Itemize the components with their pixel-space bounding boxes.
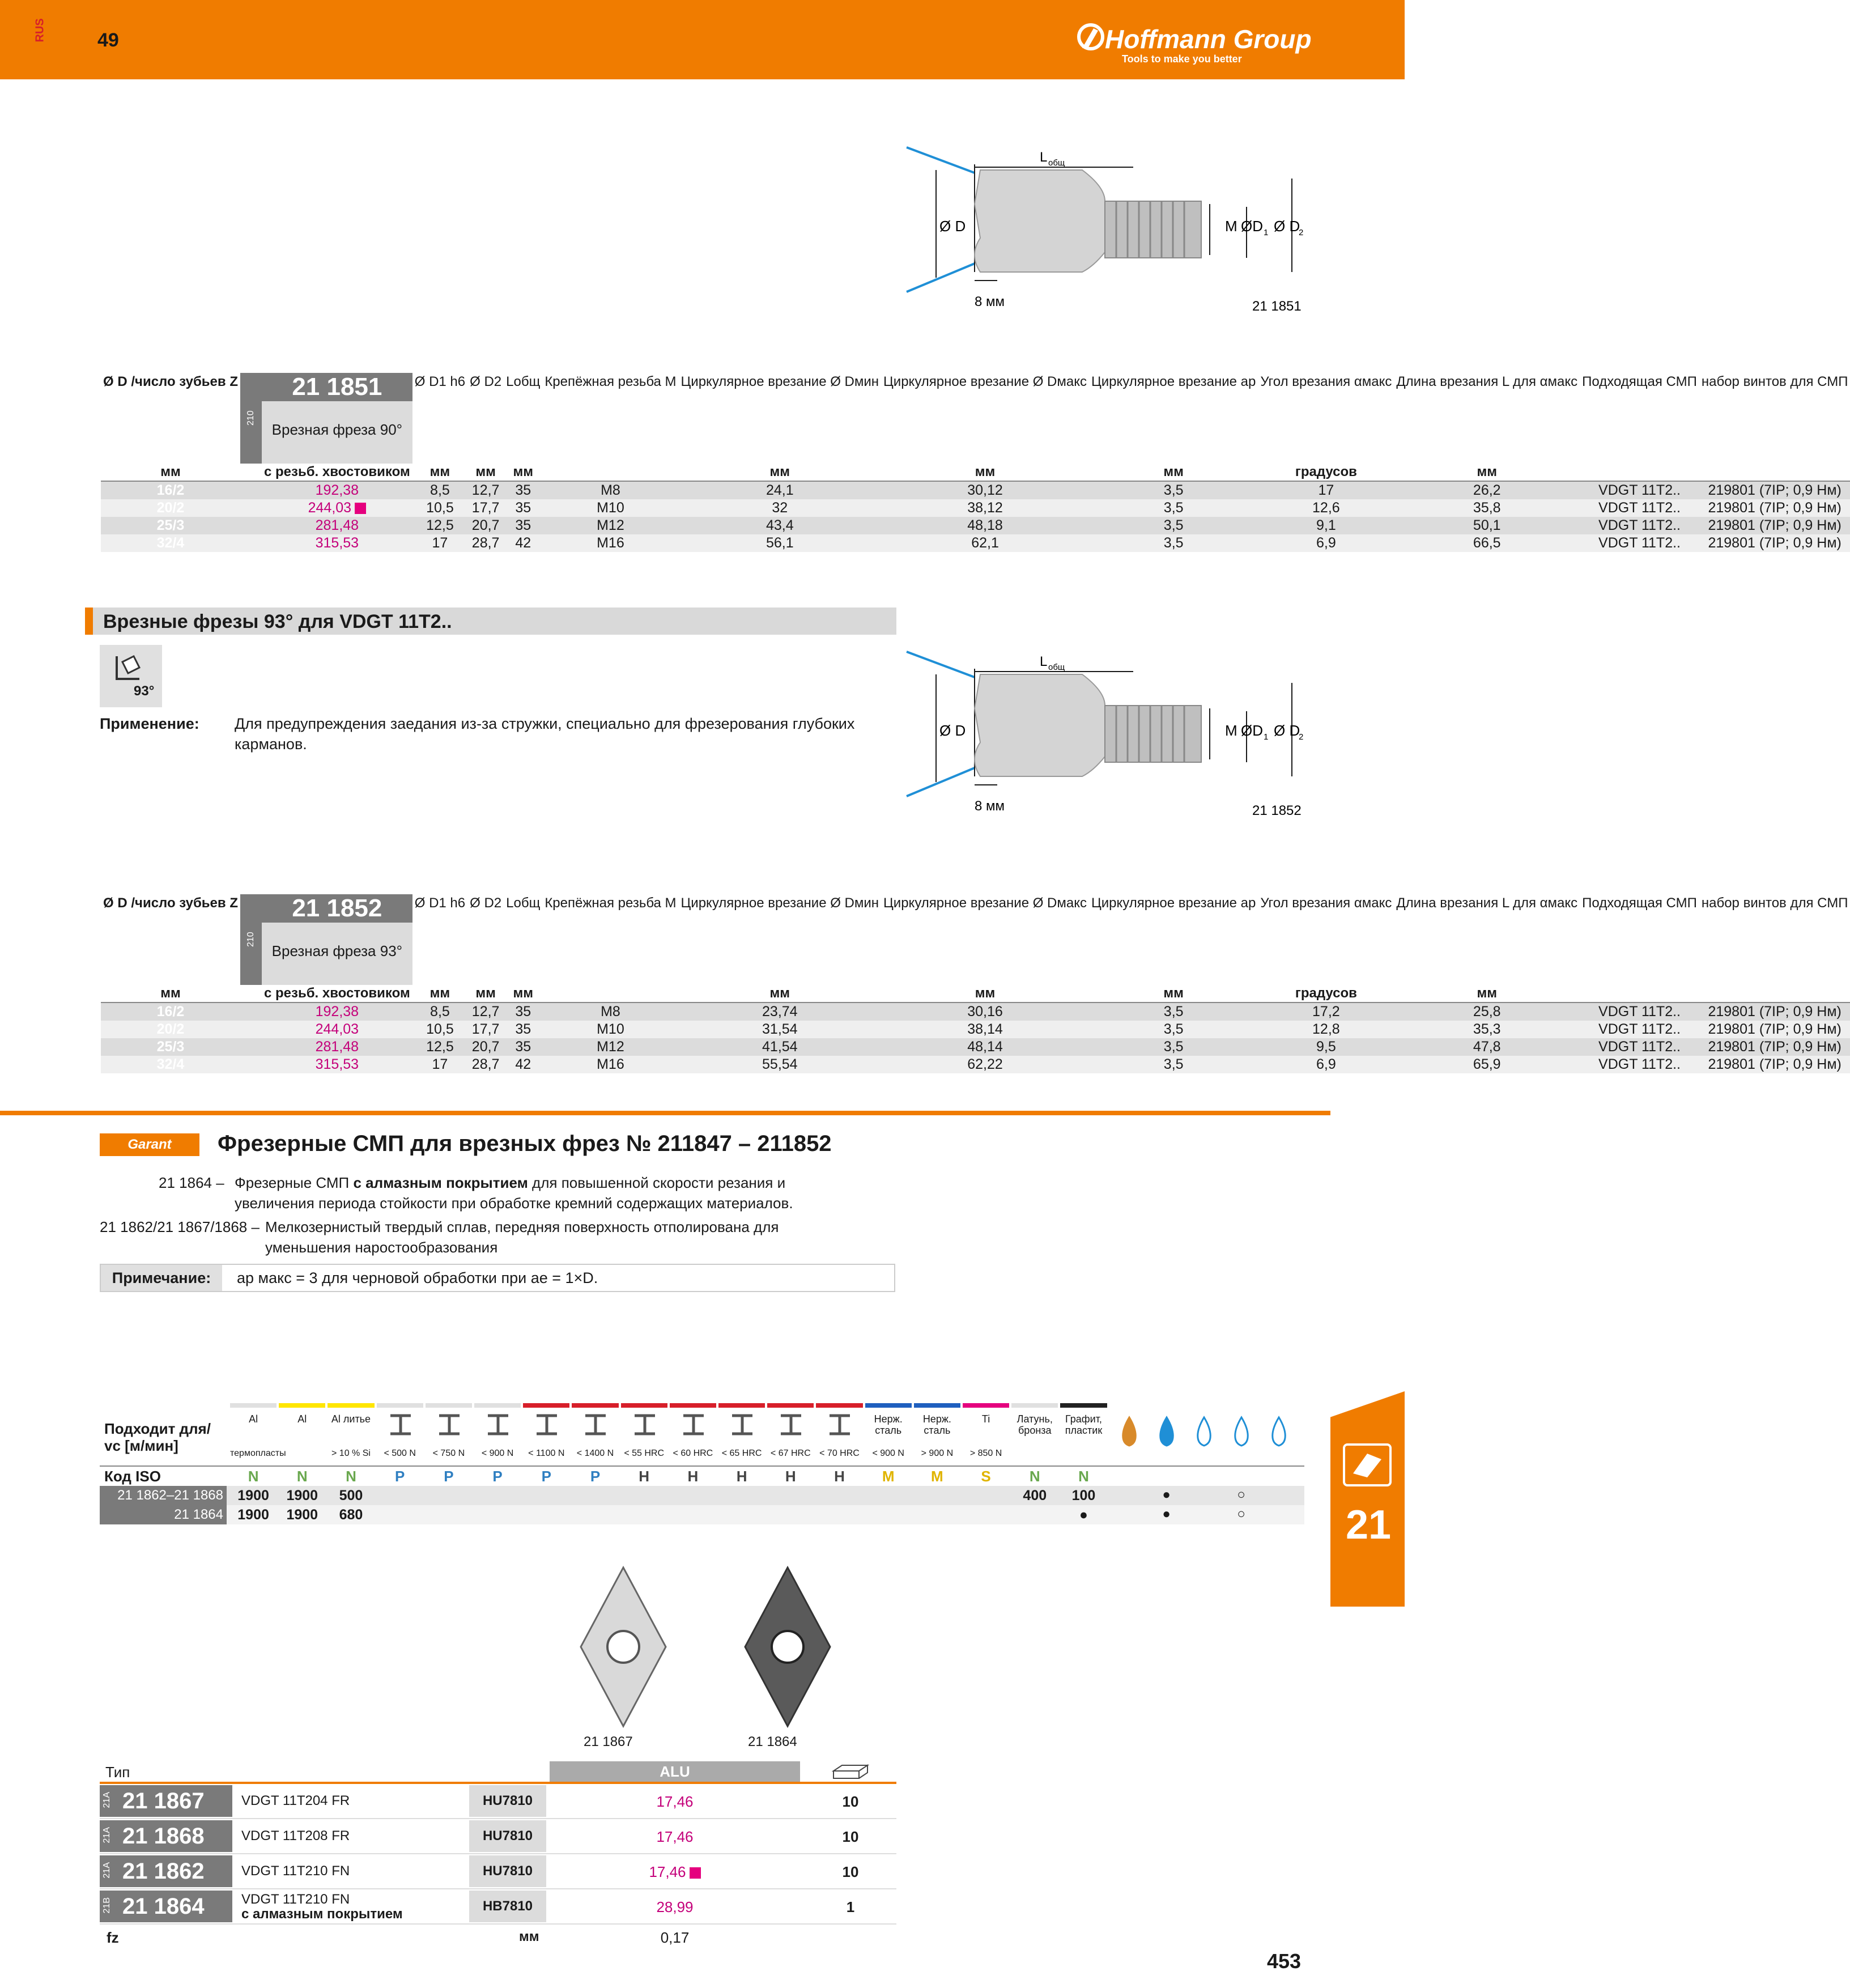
pack-qty: 10 bbox=[842, 1863, 859, 1880]
cell-angle: 6,9 bbox=[1258, 534, 1394, 552]
material-color-bar bbox=[1011, 1403, 1058, 1408]
cell-dmin: 31,54 bbox=[679, 1021, 882, 1038]
designation: VDGT 11T204 FR bbox=[241, 1793, 350, 1808]
d-label: Ø D bbox=[939, 218, 966, 235]
cutting-speed: ● bbox=[1079, 1507, 1088, 1523]
iso-code: S bbox=[981, 1468, 991, 1485]
svg-text:21 1852: 21 1852 bbox=[1252, 803, 1302, 818]
iso-code: M bbox=[882, 1468, 895, 1485]
material-name: Ti bbox=[981, 1413, 990, 1425]
cell-screws: 219801 (7IP; 0,9 Нм) bbox=[1699, 1003, 1850, 1021]
cell-d2: 12,7 bbox=[467, 1003, 504, 1021]
cell-d1: 8,5 bbox=[412, 1003, 467, 1021]
application-text-2: карманов. bbox=[235, 736, 307, 753]
svg-text:1: 1 bbox=[1264, 732, 1269, 742]
svg-text:1: 1 bbox=[1264, 228, 1269, 237]
cell-ap: 3,5 bbox=[1089, 481, 1258, 499]
cell-m: M16 bbox=[542, 534, 678, 552]
pack-qty: 10 bbox=[842, 1793, 859, 1810]
cell-ap: 3,5 bbox=[1089, 517, 1258, 534]
cell-len: 35,8 bbox=[1394, 499, 1580, 517]
i-beam-icon bbox=[730, 1413, 755, 1439]
cell-len: 50,1 bbox=[1394, 517, 1580, 534]
cell-d1: 12,5 bbox=[412, 517, 467, 534]
cell-l: 42 bbox=[504, 534, 542, 552]
material-color-bar bbox=[328, 1403, 374, 1408]
iso-code: H bbox=[785, 1468, 796, 1485]
language-tag: RUS bbox=[33, 18, 46, 43]
cell-insert: VDGT 11T2.. bbox=[1580, 481, 1699, 499]
price: 17,46 bbox=[656, 1828, 694, 1845]
spray-icon bbox=[1190, 1414, 1218, 1451]
spec-row bbox=[101, 1056, 1850, 1073]
material-color-bar bbox=[1060, 1403, 1107, 1408]
material-strength: < 750 N bbox=[432, 1448, 465, 1458]
i-beam-icon bbox=[388, 1413, 413, 1439]
material-color-bar bbox=[474, 1403, 521, 1408]
cell-len: 25,8 bbox=[1394, 1003, 1580, 1021]
pack-qty: 1 bbox=[846, 1898, 855, 1915]
iso-code: N bbox=[1078, 1468, 1089, 1485]
svg-text:8 мм: 8 мм bbox=[975, 798, 1005, 814]
inserts-title: Фрезерные СМП для врезных фрез № 211847 – 211852 bbox=[218, 1131, 832, 1156]
cell-insert: VDGT 11T2.. bbox=[1580, 1056, 1699, 1073]
spec-row bbox=[101, 1003, 1850, 1021]
cell-len: 47,8 bbox=[1394, 1038, 1580, 1056]
article-code: 21 1864 bbox=[100, 1505, 227, 1524]
section-title: Врезные фрезы 93° для VDGT 11T2.. bbox=[103, 611, 452, 632]
code-prefix: 21A bbox=[102, 1862, 112, 1879]
cell-ap: 3,5 bbox=[1089, 1021, 1258, 1038]
cell-l: 35 bbox=[504, 1003, 542, 1021]
material-name: Нерж. сталь bbox=[922, 1413, 951, 1436]
cell-len: 26,2 bbox=[1394, 481, 1580, 499]
material-color-bar bbox=[377, 1403, 423, 1408]
i-beam-icon bbox=[779, 1413, 803, 1439]
cell-ap: 3,5 bbox=[1089, 534, 1258, 552]
price: 17,46 bbox=[656, 1793, 694, 1810]
material-color-bar bbox=[963, 1403, 1009, 1408]
cell-dz: 32/4 bbox=[101, 534, 240, 552]
iso-code: H bbox=[639, 1468, 650, 1485]
iso-code: P bbox=[444, 1468, 454, 1485]
cell-d1: 8,5 bbox=[412, 481, 467, 499]
no-spray-icon bbox=[1227, 1414, 1256, 1451]
article-code: 21 1867 bbox=[122, 1789, 205, 1813]
grade: HU7810 bbox=[469, 1855, 546, 1887]
spec-row bbox=[101, 499, 1850, 517]
drop-blue-icon bbox=[1152, 1414, 1181, 1451]
svg-text:L: L bbox=[1040, 654, 1048, 669]
cell-price: 192,38 bbox=[262, 481, 412, 499]
box-icon bbox=[831, 1762, 870, 1782]
insert-icon bbox=[1342, 1442, 1393, 1490]
product-code: 21 1852 bbox=[262, 894, 412, 923]
article-code: 21 1862 bbox=[122, 1859, 205, 1884]
cell-screws: 219801 (7IP; 0,9 Нм) bbox=[1699, 517, 1850, 534]
cell-screws: 219801 (7IP; 0,9 Нм) bbox=[1699, 1038, 1850, 1056]
iso-code: N bbox=[296, 1468, 308, 1485]
cutting-speed: 1900 bbox=[237, 1507, 269, 1523]
svg-text:2: 2 bbox=[1299, 228, 1304, 237]
orange-divider bbox=[0, 1111, 1330, 1115]
cell-d2: 20,7 bbox=[467, 1038, 504, 1056]
iso-code: N bbox=[248, 1468, 259, 1485]
cell-dz: 16/2 bbox=[101, 481, 240, 499]
coolant-mark: ● bbox=[1162, 1506, 1171, 1522]
material-strength: < 60 HRC bbox=[673, 1448, 713, 1458]
iso-code: P bbox=[541, 1468, 551, 1485]
garant-logo: Garant bbox=[100, 1133, 199, 1156]
page-number: 453 bbox=[1267, 1949, 1302, 1973]
article-code: 21 1864 bbox=[122, 1894, 205, 1919]
cell-dmin: 24,1 bbox=[679, 481, 882, 499]
cell-dz: 25/3 bbox=[101, 517, 240, 534]
pack-qty: 10 bbox=[842, 1828, 859, 1845]
cell-ap: 3,5 bbox=[1089, 1038, 1258, 1056]
material-row bbox=[100, 1486, 1304, 1505]
insert-caption-a: 21 1867 bbox=[584, 1734, 633, 1749]
material-strength: > 850 N bbox=[969, 1448, 1002, 1458]
brand-name: Hoffmann Group bbox=[1105, 24, 1312, 54]
material-strength: > 10 % Si bbox=[331, 1448, 371, 1458]
type-row bbox=[100, 1784, 896, 1819]
cell-price: 281,48 bbox=[262, 1038, 412, 1056]
material-strength: < 900 N bbox=[872, 1448, 904, 1458]
cell-price: 315,53 bbox=[262, 534, 412, 552]
cell-dmax: 38,12 bbox=[881, 499, 1089, 517]
cell-dmax: 48,18 bbox=[881, 517, 1089, 534]
cell-m: M16 bbox=[542, 1056, 678, 1073]
material-color-bar bbox=[426, 1403, 472, 1408]
cell-len: 35,3 bbox=[1394, 1021, 1580, 1038]
cell-l: 35 bbox=[504, 481, 542, 499]
material-color-bar bbox=[621, 1403, 667, 1408]
cell-d1: 10,5 bbox=[412, 499, 467, 517]
note-box: Примечание: ap макс = 3 для черновой обработки при ae = 1×D. bbox=[100, 1264, 895, 1292]
cell-d2: 28,7 bbox=[467, 534, 504, 552]
cell-dmax: 48,14 bbox=[881, 1038, 1089, 1056]
product-code: 21 1851 bbox=[262, 373, 412, 401]
drawing-code: 21 1851 bbox=[1252, 299, 1302, 314]
hoffmann-logo-icon bbox=[1077, 23, 1105, 54]
cutting-speed: 400 bbox=[1023, 1488, 1047, 1503]
cell-m: M8 bbox=[542, 481, 678, 499]
drop-icon bbox=[1115, 1414, 1143, 1451]
spec-row bbox=[101, 1021, 1850, 1038]
cell-angle: 12,8 bbox=[1258, 1021, 1394, 1038]
cell-dz: 32/4 bbox=[101, 1056, 240, 1073]
type-row bbox=[100, 1819, 896, 1854]
material-color-bar bbox=[230, 1403, 277, 1408]
material-strength: < 65 HRC bbox=[721, 1448, 762, 1458]
cell-screws: 219801 (7IP; 0,9 Нм) bbox=[1699, 499, 1850, 517]
angle-icon: 93° bbox=[100, 645, 162, 707]
coolant-mark: ○ bbox=[1237, 1487, 1245, 1502]
designation: VDGT 11T210 FN bbox=[241, 1863, 350, 1879]
cell-d2: 17,7 bbox=[467, 499, 504, 517]
material-name: Al литье bbox=[331, 1413, 371, 1425]
material-color-bar bbox=[572, 1403, 618, 1408]
iso-label: Код ISO bbox=[104, 1468, 161, 1485]
material-strength: < 55 HRC bbox=[624, 1448, 665, 1458]
cell-len: 65,9 bbox=[1394, 1056, 1580, 1073]
svg-text:общ: общ bbox=[1048, 662, 1065, 672]
cell-screws: 219801 (7IP; 0,9 Нм) bbox=[1699, 534, 1850, 552]
cell-d1: 17 bbox=[412, 534, 467, 552]
code-prefix: 21A bbox=[102, 1792, 112, 1808]
cell-dmin: 41,54 bbox=[679, 1038, 882, 1056]
section-marker bbox=[85, 608, 93, 635]
insert-image-211867 bbox=[572, 1562, 674, 1732]
cutter-drawing-90 bbox=[895, 142, 1326, 323]
i-beam-icon bbox=[632, 1413, 657, 1439]
cell-len: 66,5 bbox=[1394, 534, 1580, 552]
chapter-number: 21 bbox=[1345, 1502, 1392, 1548]
iso-code: H bbox=[736, 1468, 747, 1485]
material-strength: < 67 HRC bbox=[770, 1448, 811, 1458]
material-strength: термопласты bbox=[230, 1448, 286, 1458]
iso-code: P bbox=[590, 1468, 601, 1485]
cell-m: M10 bbox=[542, 499, 678, 517]
cell-angle: 17 bbox=[1258, 481, 1394, 499]
svg-text:общ: общ bbox=[1048, 158, 1065, 168]
cutting-speed: 100 bbox=[1071, 1488, 1096, 1503]
coolant-mark: ● bbox=[1162, 1487, 1171, 1502]
cell-dmin: 43,4 bbox=[679, 517, 882, 534]
cell-l: 35 bbox=[504, 517, 542, 534]
cell-d1: 12,5 bbox=[412, 1038, 467, 1056]
cell-angle: 17,2 bbox=[1258, 1003, 1394, 1021]
designation-extra: с алмазным покрытием bbox=[241, 1906, 403, 1922]
i-beam-icon bbox=[827, 1413, 852, 1439]
i-beam-icon bbox=[437, 1413, 462, 1439]
cell-price: 281,48 bbox=[262, 517, 412, 534]
insert-caption-b: 21 1864 bbox=[748, 1734, 797, 1749]
grade: HB7810 bbox=[469, 1891, 546, 1922]
insert-image-211864 bbox=[737, 1562, 839, 1732]
material-name: Al bbox=[297, 1413, 307, 1425]
cutting-speed: 1900 bbox=[237, 1488, 269, 1503]
cell-d2: 12,7 bbox=[467, 481, 504, 499]
cell-insert: VDGT 11T2.. bbox=[1580, 499, 1699, 517]
cell-dmax: 30,16 bbox=[881, 1003, 1089, 1021]
application-text: Для предупреждения заедания из-за стружки, специально для фрезерования глубоких bbox=[235, 715, 855, 732]
material-name: Al bbox=[249, 1413, 258, 1425]
iso-code: M bbox=[931, 1468, 943, 1485]
cell-dz: 20/2 bbox=[101, 499, 240, 517]
iso-code: P bbox=[395, 1468, 405, 1485]
cell-dmax: 62,1 bbox=[881, 534, 1089, 552]
cell-d2: 20,7 bbox=[467, 517, 504, 534]
material-color-bar bbox=[816, 1403, 862, 1408]
cell-m: M12 bbox=[542, 1038, 678, 1056]
m-label: M bbox=[1225, 218, 1237, 235]
code-prefix: 21A bbox=[102, 1827, 112, 1843]
brand-tagline: Tools to make you better bbox=[1122, 53, 1242, 65]
cell-d1: 10,5 bbox=[412, 1021, 467, 1038]
cell-dz: 16/2 bbox=[101, 1003, 240, 1021]
cell-screws: 219801 (7IP; 0,9 Нм) bbox=[1699, 1056, 1850, 1073]
spec-row bbox=[101, 534, 1850, 552]
dim-8mm: 8 мм bbox=[975, 294, 1005, 309]
svg-text:M: M bbox=[1225, 722, 1237, 739]
cell-screws: 219801 (7IP; 0,9 Нм) bbox=[1699, 1021, 1850, 1038]
i-beam-icon bbox=[534, 1413, 559, 1439]
chapter-tab bbox=[1330, 1391, 1405, 1607]
price: 17,46 bbox=[550, 1863, 800, 1881]
cell-dmax: 62,22 bbox=[881, 1056, 1089, 1073]
cell-insert: VDGT 11T2.. bbox=[1580, 1021, 1699, 1038]
material-name: Нерж. сталь bbox=[874, 1413, 903, 1436]
cell-dmax: 30,12 bbox=[881, 481, 1089, 499]
cell-insert: VDGT 11T2.. bbox=[1580, 534, 1699, 552]
iso-code: H bbox=[834, 1468, 845, 1485]
cutting-speed: 500 bbox=[339, 1488, 363, 1503]
spec-row bbox=[101, 517, 1850, 534]
cell-d2: 17,7 bbox=[467, 1021, 504, 1038]
spec-table-211852: Ø D /число зубьев Z 210 21 1852 Врезная фреза 93° Ø D1 h6 Ø D2 Lобщ Крепёжная резьба M Циркулярное врезание Ø Dмин Циркулярное врезание Ø Dмакс Циркулярное врезание ap Угол врезания αмакс Длина врезания L для αмакс Подходящая СМП набор винтов для СМП мм с резьб. хвостовиком мм мм мм мм мм мм градусов мм 16/2 192,38 8,5 12,7 35 M8 23,74 30,16 3,5 17,2 25,8 VDGT 11T2.. 219801 (7IP; 0,9 Нм) 20/2 244,03 10,5 17,7 35 M10 31,54 38,14 3,5 12,8 35,3 VDGT 11T2.. 219801 (7IP; 0,9 Нм) 25/3 281,48 12,5 20,7 35 M12 41,54 48,14 3,5 9,5 47,8 VDGT 11T2.. 219801 (7IP; 0,9 Нм) 32/4 315,53 17 28,7 42 M16 55,54 62,22 3,5 6,9 65,9 VDGT 11T2.. 219801 (7IP; 0,9 Нм) bbox=[101, 894, 1850, 1073]
material-color-bar bbox=[767, 1403, 814, 1408]
cell-angle: 6,9 bbox=[1258, 1056, 1394, 1073]
cell-angle: 12,6 bbox=[1258, 499, 1394, 517]
cell-ap: 3,5 bbox=[1089, 1056, 1258, 1073]
cell-m: M10 bbox=[542, 1021, 678, 1038]
material-color-bar bbox=[523, 1403, 569, 1408]
i-beam-icon bbox=[681, 1413, 706, 1439]
svg-text:Ø D: Ø D bbox=[1274, 722, 1300, 739]
material-strength: < 1100 N bbox=[528, 1448, 565, 1458]
cell-dmin: 56,1 bbox=[679, 534, 882, 552]
cell-dmax: 38,14 bbox=[881, 1021, 1089, 1038]
chapter-page: 49 bbox=[97, 29, 119, 51]
grade: HU7810 bbox=[469, 1820, 546, 1852]
cell-insert: VDGT 11T2.. bbox=[1580, 517, 1699, 534]
grade: HU7810 bbox=[469, 1785, 546, 1817]
material-strength: < 1400 N bbox=[576, 1448, 614, 1458]
material-strength: > 900 N bbox=[921, 1448, 954, 1458]
type-row bbox=[100, 1854, 896, 1889]
svg-text:2: 2 bbox=[1299, 732, 1304, 742]
iso-code: P bbox=[492, 1468, 503, 1485]
material-name: Латунь, бронза bbox=[1017, 1413, 1053, 1436]
d2-label: Ø D bbox=[1274, 218, 1300, 235]
cell-l: 35 bbox=[504, 499, 542, 517]
mist-icon bbox=[1265, 1414, 1293, 1451]
spec-row bbox=[101, 481, 1850, 499]
l-label: L bbox=[1040, 150, 1048, 165]
designation: VDGT 11T208 FR bbox=[241, 1828, 350, 1843]
cell-dmin: 23,74 bbox=[679, 1003, 882, 1021]
article-code: 21 1862–21 1868 bbox=[100, 1486, 227, 1505]
cell-dz: 20/2 bbox=[101, 1021, 240, 1038]
cell-d2: 28,7 bbox=[467, 1056, 504, 1073]
i-beam-icon bbox=[486, 1413, 511, 1439]
iso-code: N bbox=[1029, 1468, 1040, 1485]
cell-m: M12 bbox=[542, 517, 678, 534]
material-color-bar bbox=[865, 1403, 912, 1408]
type-table: Тип ALU 21A 21 1867 VDGT 11T204 FR HU7810 17,46 10 21A 21 1868 VDGT 11T208 FR HU7810 17,46 10 21A 21 1862 VDGT 11T210 FN HU7810 17,46 10 21B 21 1864 VDGT 11T210 FN с алмазным покрытием HB7810 28,99 1 fz мм 0,17 bbox=[100, 1761, 896, 1949]
cell-insert: VDGT 11T2.. bbox=[1580, 1003, 1699, 1021]
cell-l: 35 bbox=[504, 1038, 542, 1056]
suitable-for-label: Подходит для/ vc [м/мин] bbox=[104, 1420, 211, 1454]
cell-d1: 17 bbox=[412, 1056, 467, 1073]
type-row bbox=[100, 1889, 896, 1925]
cutting-speed: 680 bbox=[339, 1507, 363, 1523]
i-beam-icon bbox=[583, 1413, 608, 1439]
material-color-bar bbox=[279, 1403, 325, 1408]
cell-angle: 9,5 bbox=[1258, 1038, 1394, 1056]
cell-price: 315,53 bbox=[262, 1056, 412, 1073]
material-name: Графит, пластик bbox=[1065, 1413, 1103, 1436]
material-row bbox=[100, 1505, 1304, 1524]
article-code: 21 1868 bbox=[122, 1824, 205, 1849]
cell-insert: VDGT 11T2.. bbox=[1580, 1038, 1699, 1056]
material-table bbox=[100, 1403, 1304, 1524]
material-color-bar bbox=[914, 1403, 960, 1408]
d1-label: ØD bbox=[1241, 218, 1263, 235]
cell-dz: 25/3 bbox=[101, 1038, 240, 1056]
cell-l: 42 bbox=[504, 1056, 542, 1073]
spec-row bbox=[101, 1038, 1850, 1056]
cell-l: 35 bbox=[504, 1021, 542, 1038]
designation: VDGT 11T210 FN bbox=[241, 1892, 350, 1907]
iso-code: N bbox=[346, 1468, 356, 1485]
material-strength: < 900 N bbox=[481, 1448, 514, 1458]
cell-dmin: 32 bbox=[679, 499, 882, 517]
cutting-speed: 1900 bbox=[286, 1488, 318, 1503]
material-color-bar bbox=[718, 1403, 765, 1408]
cell-ap: 3,5 bbox=[1089, 499, 1258, 517]
code-prefix: 21B bbox=[102, 1897, 112, 1914]
cell-price: 192,38 bbox=[262, 1003, 412, 1021]
cutter-drawing-93 bbox=[895, 646, 1326, 827]
spec-table-211851: Ø D /число зубьев Z 210 21 1851 Врезная фреза 90° Ø D1 h6 Ø D2 Lобщ Крепёжная резьба M Циркулярное врезание Ø Dмин Циркулярное врезание Ø Dмакс Циркулярное врезание ap Угол врезания αмакс Длина врезания L для αмакс Подходящая СМП набор винтов для СМП мм с резьб. хвостовиком мм мм мм мм мм мм градусов мм 16/2 192,38 8,5 12,7 35 M8 24,1 30,12 3,5 17 26,2 VDGT 11T2.. 219801 (7IP; 0,9 Нм) 20/2 244,03 10,5 17,7 35 M10 32 38,12 3,5 12,6 35,8 VDGT 11T2.. 219801 (7IP; 0,9 Нм) 25/3 281,48 12,5 20,7 35 M12 43,4 48,18 3,5 9,1 50,1 VDGT 11T2.. 219801 (7IP; 0,9 Нм) 32/4 315,53 17 28,7 42 M16 56,1 62,1 3,5 6,9 66,5 VDGT 11T2.. 219801 (7IP; 0,9 Нм) bbox=[101, 373, 1850, 552]
cell-m: M8 bbox=[542, 1003, 678, 1021]
iso-code: H bbox=[687, 1468, 699, 1485]
cutting-speed: 1900 bbox=[286, 1507, 318, 1523]
svg-text:ØD: ØD bbox=[1241, 722, 1263, 739]
cell-dmin: 55,54 bbox=[679, 1056, 882, 1073]
cell-angle: 9,1 bbox=[1258, 517, 1394, 534]
material-strength: < 500 N bbox=[384, 1448, 416, 1458]
coolant-mark: ○ bbox=[1237, 1506, 1245, 1522]
material-color-bar bbox=[670, 1403, 716, 1408]
cell-screws: 219801 (7IP; 0,9 Нм) bbox=[1699, 481, 1850, 499]
svg-text:Ø D: Ø D bbox=[939, 722, 966, 739]
price: 28,99 bbox=[656, 1898, 694, 1915]
cell-price: 244,03 bbox=[262, 1021, 412, 1038]
cell-ap: 3,5 bbox=[1089, 1003, 1258, 1021]
application-label: Применение: bbox=[100, 715, 199, 732]
cell-price: 244,03 bbox=[262, 499, 412, 517]
material-strength: < 70 HRC bbox=[819, 1448, 860, 1458]
